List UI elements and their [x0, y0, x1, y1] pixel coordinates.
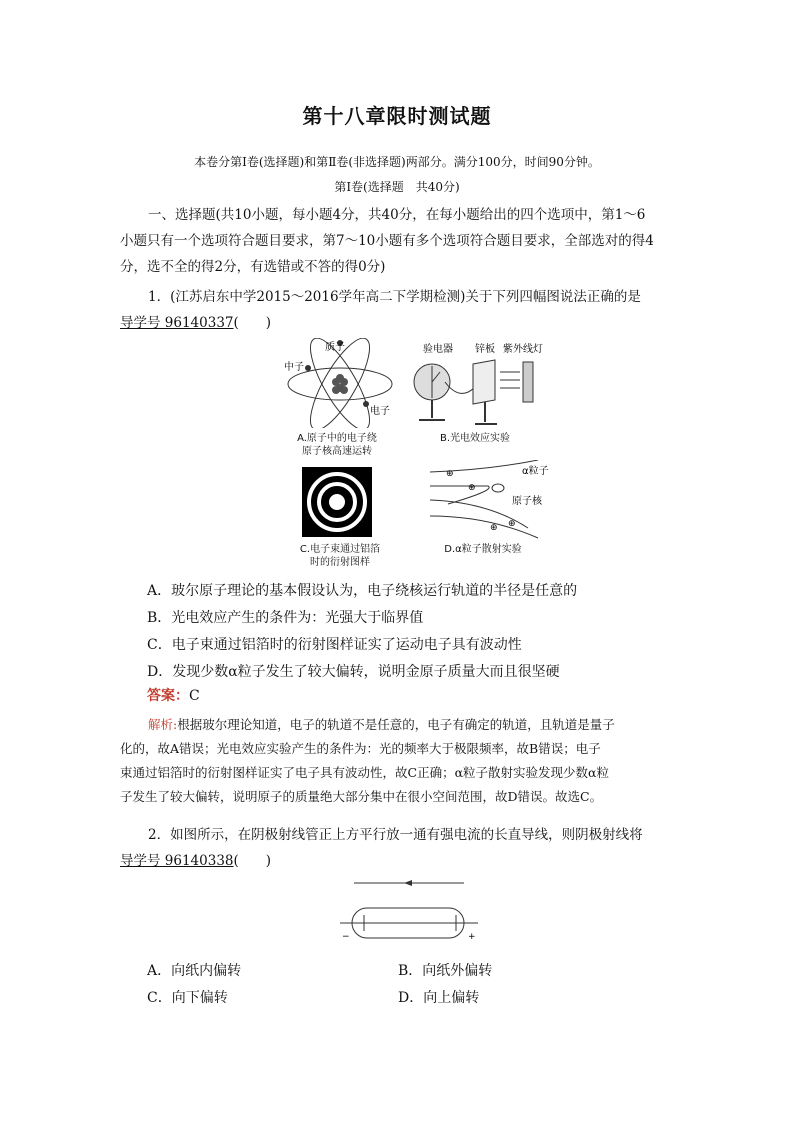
caption-line: A.原子中的电子绕	[297, 433, 377, 444]
answer-bracket: ( )	[233, 853, 272, 869]
answer-line	[147, 685, 200, 705]
instructions	[120, 202, 680, 280]
option-d: D．发现少数α粒子发生了较大偏转，说明金原子质量大而且很坚硬	[147, 664, 560, 680]
figure-c-caption	[285, 543, 395, 569]
electron-dot	[363, 401, 369, 407]
alpha-label: α粒子	[522, 466, 549, 477]
answer-bracket: ( )	[233, 315, 272, 331]
explanation	[120, 713, 680, 809]
question-2	[120, 822, 680, 874]
answer-value: C	[189, 688, 200, 704]
option-b: B．向纸外偏转	[398, 963, 493, 979]
figure-b-caption: B.光电效应实验	[439, 433, 511, 444]
explanation-line: 化的，故A错误；光电效应实验产生的条件为：光的频率大于极限频率，故B错误；电子	[120, 741, 601, 756]
figure-d-caption: D.α粒子散射实验	[444, 544, 522, 555]
page-title: 第十八章限时测试题	[302, 104, 492, 128]
answer-label: 答案：	[147, 688, 189, 704]
caption-line: 时的衍射图样	[310, 557, 370, 568]
explanation-line: 子发生了较大偏转，说明原子的质量绝大部分集中在很小空间范围，故D错误。故选C。	[120, 789, 603, 804]
figure-a-caption	[272, 432, 402, 458]
electron-label: 电子	[370, 406, 390, 417]
instruction-line: 一、选择题(共10小题，每小题4分，共40分，在每小题给出的四个选项中，第1～6	[148, 207, 646, 223]
option-a: A．玻尔原子理论的基本假设认为，电子绕核运行轨道的半径是任意的	[147, 583, 578, 599]
uv-lamp-icon	[523, 362, 533, 402]
explanation-label: 解析:	[148, 717, 178, 732]
instruction-line: 分，选不全的得2分，有选错或不答的得0分)	[120, 259, 386, 275]
nucleus-icon	[492, 484, 504, 492]
nucleus-label: 原子核	[512, 496, 542, 507]
caption-line: C.电子束通过铝箔	[299, 544, 381, 555]
minus-label: −	[342, 932, 350, 942]
explanation-line: 束通过铝箔时的衍射图样证实了电子具有波动性，故C正确；α粒子散射实验发现少数α粒	[120, 765, 609, 780]
plus-label: +	[468, 932, 476, 942]
question-1	[120, 284, 680, 336]
option-b: B．光电效应产生的条件为：光强大于临界值	[147, 610, 424, 626]
proton-label: 质子	[325, 342, 345, 353]
atom-figure	[278, 338, 398, 428]
diffraction-figure	[302, 467, 372, 537]
zinc-plate	[473, 360, 495, 404]
explanation-line: 根据玻尔理论知道，电子的轨道不是任意的，电子有确定的轨道，且轨道是量子	[177, 717, 615, 732]
current-arrow-icon	[404, 880, 412, 886]
exam-intro: 本卷分第Ⅰ卷(选择题)和第Ⅱ卷(非选择题)两部分。满分100分，时间90分钟。	[194, 155, 600, 169]
nucleus	[332, 374, 348, 394]
photoelectric-figure	[405, 342, 555, 432]
question-1-stem: 1．(江苏启东中学2015～2016学年高二下学期检测)关于下列四幅图说法正确的是	[148, 289, 641, 305]
uv-lamp-label: 紫外线灯	[503, 344, 543, 355]
guide-number: 导学号 96140338	[120, 853, 234, 869]
light-rays	[500, 372, 520, 388]
section-heading: 第Ⅰ卷(选择题 共40分)	[334, 180, 460, 194]
alpha-particle: ⊕	[468, 483, 476, 493]
electroscope-label: 验电器	[423, 344, 453, 355]
caption-line: 原子核高速运转	[302, 446, 372, 457]
option-c: C．电子束通过铝箔时的衍射图样证实了运动电子具有波动性	[147, 637, 522, 653]
diffraction-center	[329, 494, 345, 510]
option-a: A．向纸内偏转	[147, 963, 242, 979]
alpha-particle: ⊕	[508, 519, 516, 529]
cathode-ray-tube-figure	[340, 875, 480, 945]
zinc-plate-label: 锌板	[475, 344, 495, 355]
guide-number: 导学号 96140337	[120, 315, 234, 331]
question-1-options	[147, 578, 577, 686]
question-2-stem: 2．如图所示，在阴极射线管正上方平行放一通有强电流的长直导线，则阴极射线将	[148, 827, 643, 843]
alpha-particle: ⊕	[490, 523, 498, 533]
option-c: C．向下偏转	[147, 990, 228, 1006]
alpha-scattering-figure	[428, 460, 558, 542]
option-d: D．向上偏转	[398, 990, 480, 1006]
neutron-label: 中子	[284, 362, 304, 373]
alpha-particle: ⊕	[446, 469, 454, 479]
instruction-line: 小题只有一个选项符合题目要求，第7～10小题有多个选项符合题目要求，全部选对的得4	[120, 233, 654, 249]
electron-dot	[305, 365, 311, 371]
